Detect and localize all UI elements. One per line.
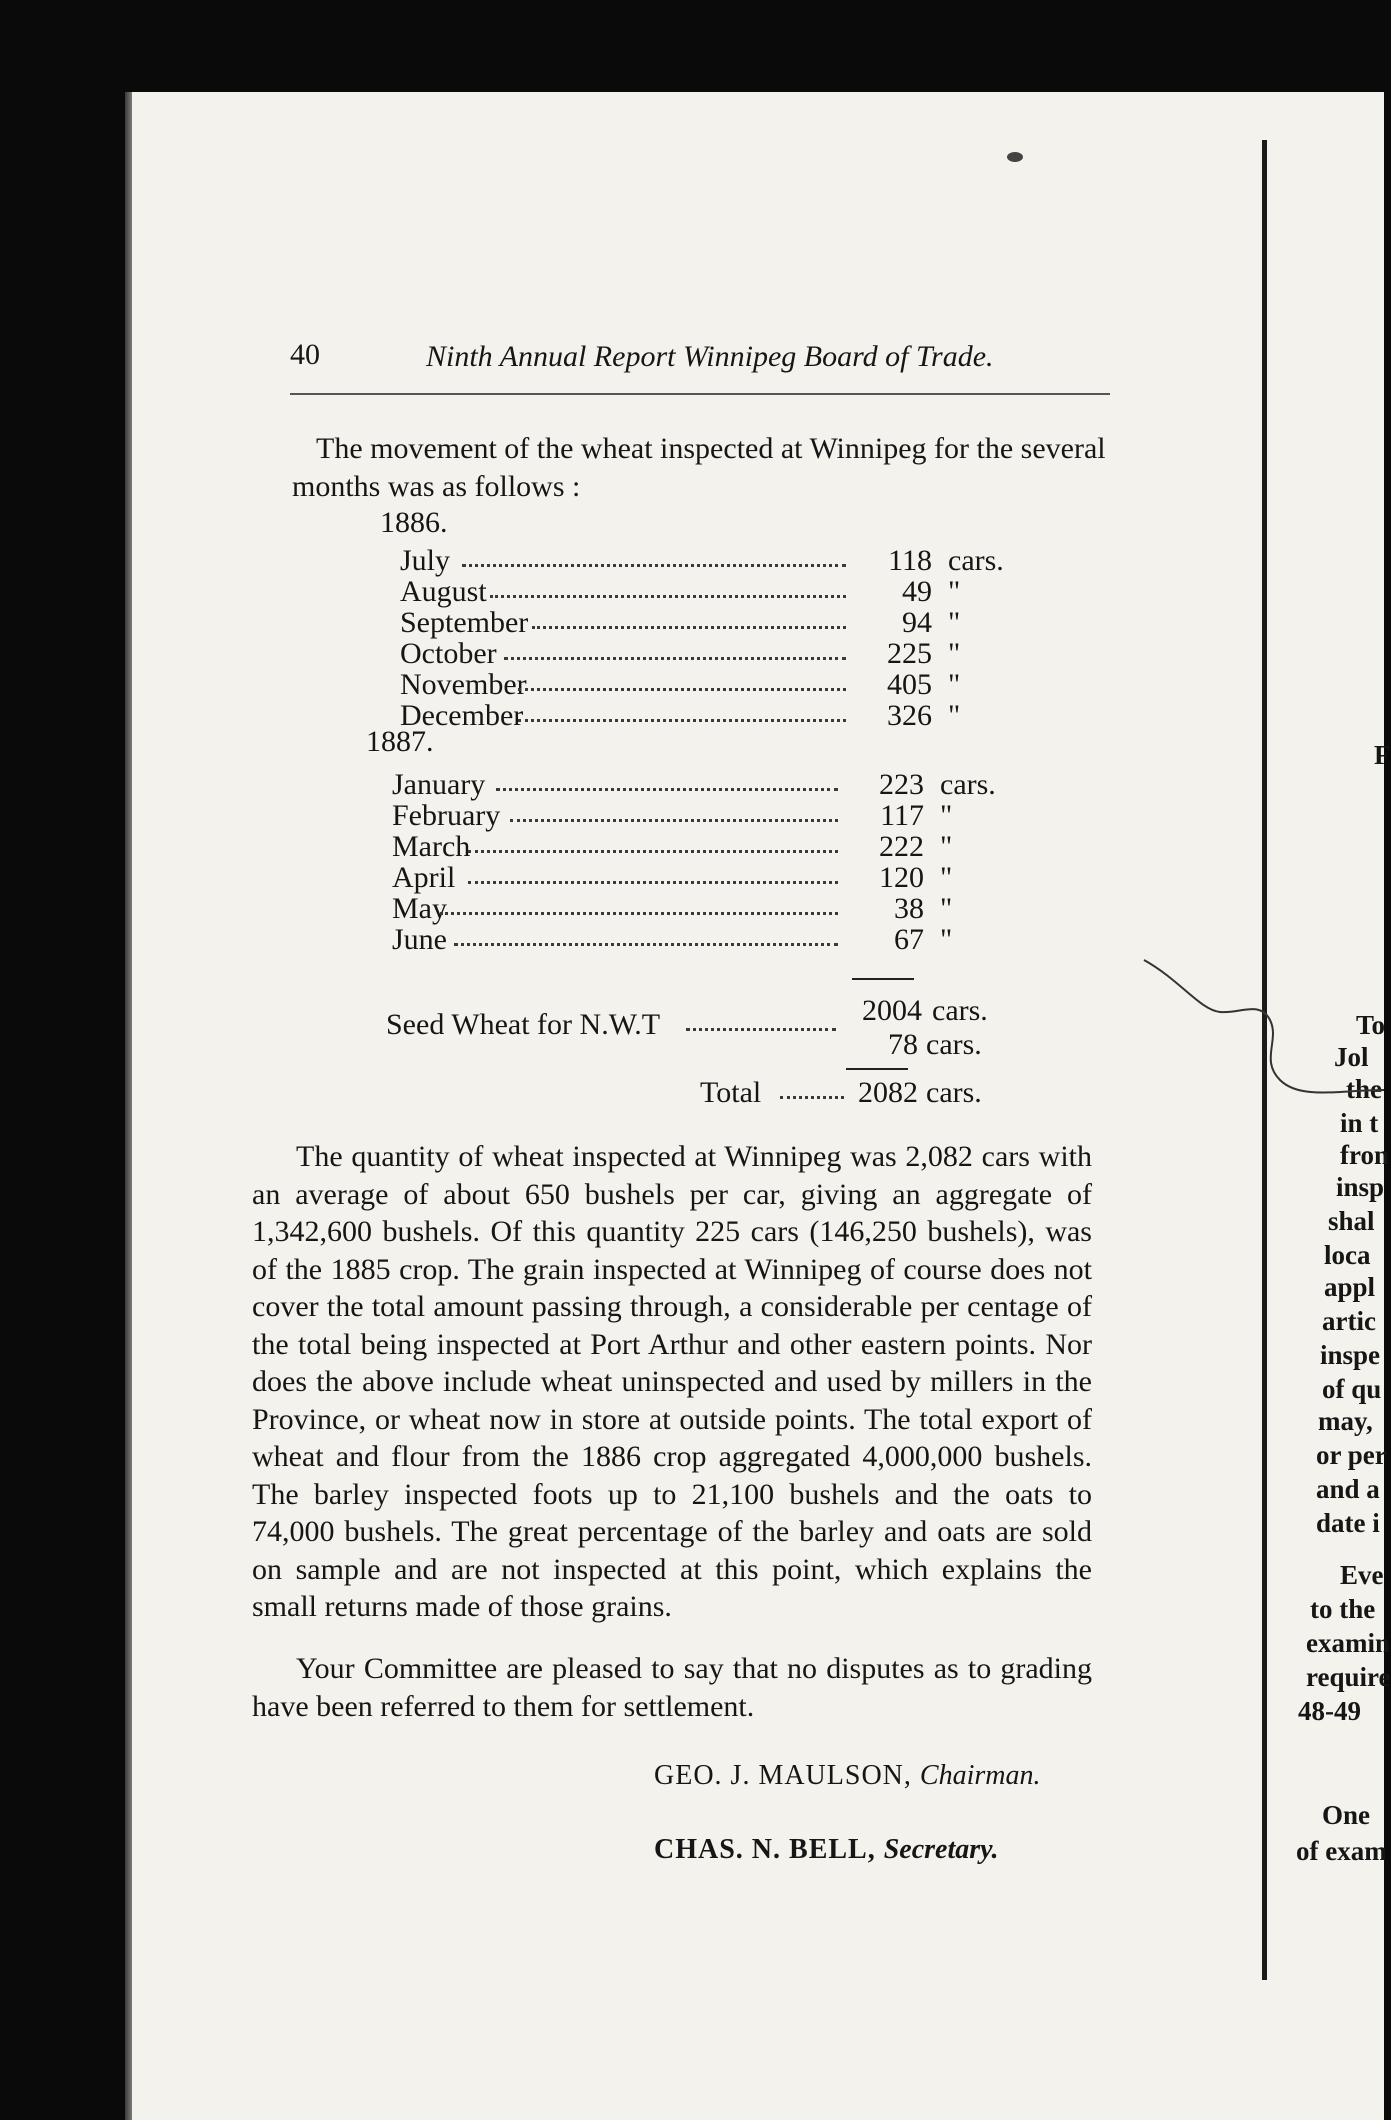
year-1886: 1886. [380,506,448,539]
chairman-name: GEO. J. MAULSON, [654,1760,912,1791]
total-rule [846,1068,908,1070]
intro-line-1: The movement of the wheat inspected at Winnipeg for the several [316,432,1106,465]
intro-line-2: months was as follows : [292,470,581,503]
unit-label: " [940,892,953,925]
unit-label: " [948,699,961,732]
month-label: January [392,768,486,801]
car-count: 120 [879,861,924,894]
unit-label: " [940,923,953,956]
car-count: 223 [879,768,924,801]
facing-page-text: F [1374,740,1391,770]
car-count: 67 [894,923,924,956]
subtotal-value: 2004 [862,994,922,1027]
running-head: Ninth Annual Report Winnipeg Board of Trade. [426,340,994,373]
facing-page-text: examin [1306,1628,1390,1658]
month-label: May [392,892,447,925]
secretary-title: Secretary. [883,1834,999,1865]
facing-page-text: inspe [1320,1340,1381,1370]
total-unit: cars. [926,1076,982,1109]
facing-page-text: require [1306,1662,1391,1692]
dot-leader [468,881,838,884]
pen-stroke-mark [1140,940,1384,1140]
dot-leader [532,626,846,629]
header-rule [290,393,1110,395]
unit-label: " [948,606,961,639]
facing-page-text: date i [1316,1508,1380,1538]
seed-label: Seed Wheat for N.W.T [386,1008,661,1041]
facing-page-text: of qu [1322,1374,1382,1404]
dot-leader [510,819,838,822]
table-row [392,770,1012,800]
facing-page-text: or per [1316,1440,1387,1470]
table-row [400,577,1020,607]
speck-mark [1005,150,1025,164]
facing-page-text: may, [1318,1406,1373,1436]
unit-label: " [940,799,953,832]
year-1887: 1887. [366,725,434,758]
facing-page-text: in t [1340,1108,1379,1138]
dot-leader [490,595,846,598]
page-number: 40 [290,338,320,371]
unit-label: " [940,830,953,863]
table-row [392,894,1012,924]
secretary-name: CHAS. N. BELL, [654,1834,876,1865]
total-value: 2082 [858,1076,918,1109]
month-label: August [400,575,487,608]
seed-wheat-row [386,1008,1006,1061]
table-row [400,639,1020,669]
month-label: April [392,861,456,894]
dot-leader [504,657,846,660]
intro-text [292,430,1112,506]
table-row [400,608,1020,638]
table-row [392,801,1012,831]
seed-unit: cars. [926,1028,982,1061]
facing-page-text: loca [1324,1240,1371,1270]
car-count: 225 [887,637,932,670]
facing-page-text: insp [1336,1172,1385,1202]
car-count: 38 [894,892,924,925]
dot-leader [518,719,846,722]
month-label: October [400,637,497,670]
dot-leader [496,788,838,791]
seed-value: 78 [888,1028,918,1061]
subtotal-rule [852,978,914,980]
car-count: 405 [887,668,932,701]
car-count: 49 [902,575,932,608]
page-header [290,338,1110,382]
facing-page-text: to the [1310,1594,1376,1624]
table-row [400,701,1020,731]
month-label: July [400,544,451,577]
unit-label: cars. [948,544,1004,577]
unit-label: " [948,575,961,608]
dot-leader [462,564,846,567]
total-row [700,1078,1020,1108]
signature-secretary [654,1834,999,1866]
chairman-title: Chairman. [919,1760,1041,1791]
table-row [392,925,1012,955]
body-paragraph-2 [252,1650,1092,1725]
facing-page-text: the [1346,1074,1382,1104]
paragraph-1-text: The quantity of wheat inspected at Winnipeg was 2,082 cars with an average of about 650 bushels per car, giving an aggregate of 1,342,600 bushels. Of this quantity 225 cars (146,250 bushels), was of the 1885 crop. The grain inspected at Winnipeg of course does not cover the total amount passing through, a considerable per centage of the total being inspected at Port Arthur and other eastern points. Nor does the above include wheat uninspected and used by millers in the Province, or wheat now in store at outside points. The total export of wheat and flour from the 1886 crop aggregated 4,000,000 bushels. The barley inspected foots up to 21,100 bushels and the oats to 74,000 bushels. The great percentage of the barley and oats are sold on sample and are not inspected at this point, which explains the small returns made of those grains. [252,1140,1092,1623]
unit-label: " [940,861,953,894]
car-count: 118 [888,544,932,577]
unit-label: cars. [940,768,996,801]
month-label: March [392,830,471,863]
facing-page-text: One [1322,1800,1371,1830]
month-label: November [400,668,527,701]
facing-page-text: appl [1324,1272,1376,1302]
car-count: 94 [902,606,932,639]
unit-label: " [948,668,961,701]
month-label: December [400,699,524,732]
dot-leader [468,850,838,853]
subtotal-unit: cars. [932,994,988,1027]
facing-page-text: fron [1340,1140,1390,1170]
table-row [392,832,1012,862]
car-count: 117 [880,799,924,832]
facing-page-text: of exam [1296,1836,1387,1866]
facing-page-text: Eve [1340,1560,1384,1590]
dot-leader [440,912,838,915]
facing-page-text: shal [1328,1206,1375,1236]
seed-leader [686,1028,836,1031]
table-row [392,863,1012,893]
table-row [400,670,1020,700]
car-count: 326 [887,699,932,732]
paragraph-2-text: Your Committee are pleased to say that no disputes as to grading have been referred to them for settlement. [252,1652,1092,1723]
dot-leader [454,943,838,946]
car-count: 222 [879,830,924,863]
dot-leader [518,688,846,691]
total-label: Total [700,1076,762,1109]
facing-page-text: artic [1322,1306,1376,1336]
facing-page-text: To [1356,1010,1386,1040]
body-paragraph-1 [252,1138,1092,1626]
facing-page-text: Jol [1334,1042,1369,1072]
signature-chairman [654,1760,1040,1792]
total-leader [780,1096,844,1099]
month-label: June [392,923,447,956]
facing-page-text: and a [1316,1474,1380,1504]
unit-label: " [948,637,961,670]
month-label: September [400,606,529,639]
month-label: February [392,799,501,832]
facing-page-text: 48-49 [1298,1696,1361,1726]
table-row [400,546,1020,576]
